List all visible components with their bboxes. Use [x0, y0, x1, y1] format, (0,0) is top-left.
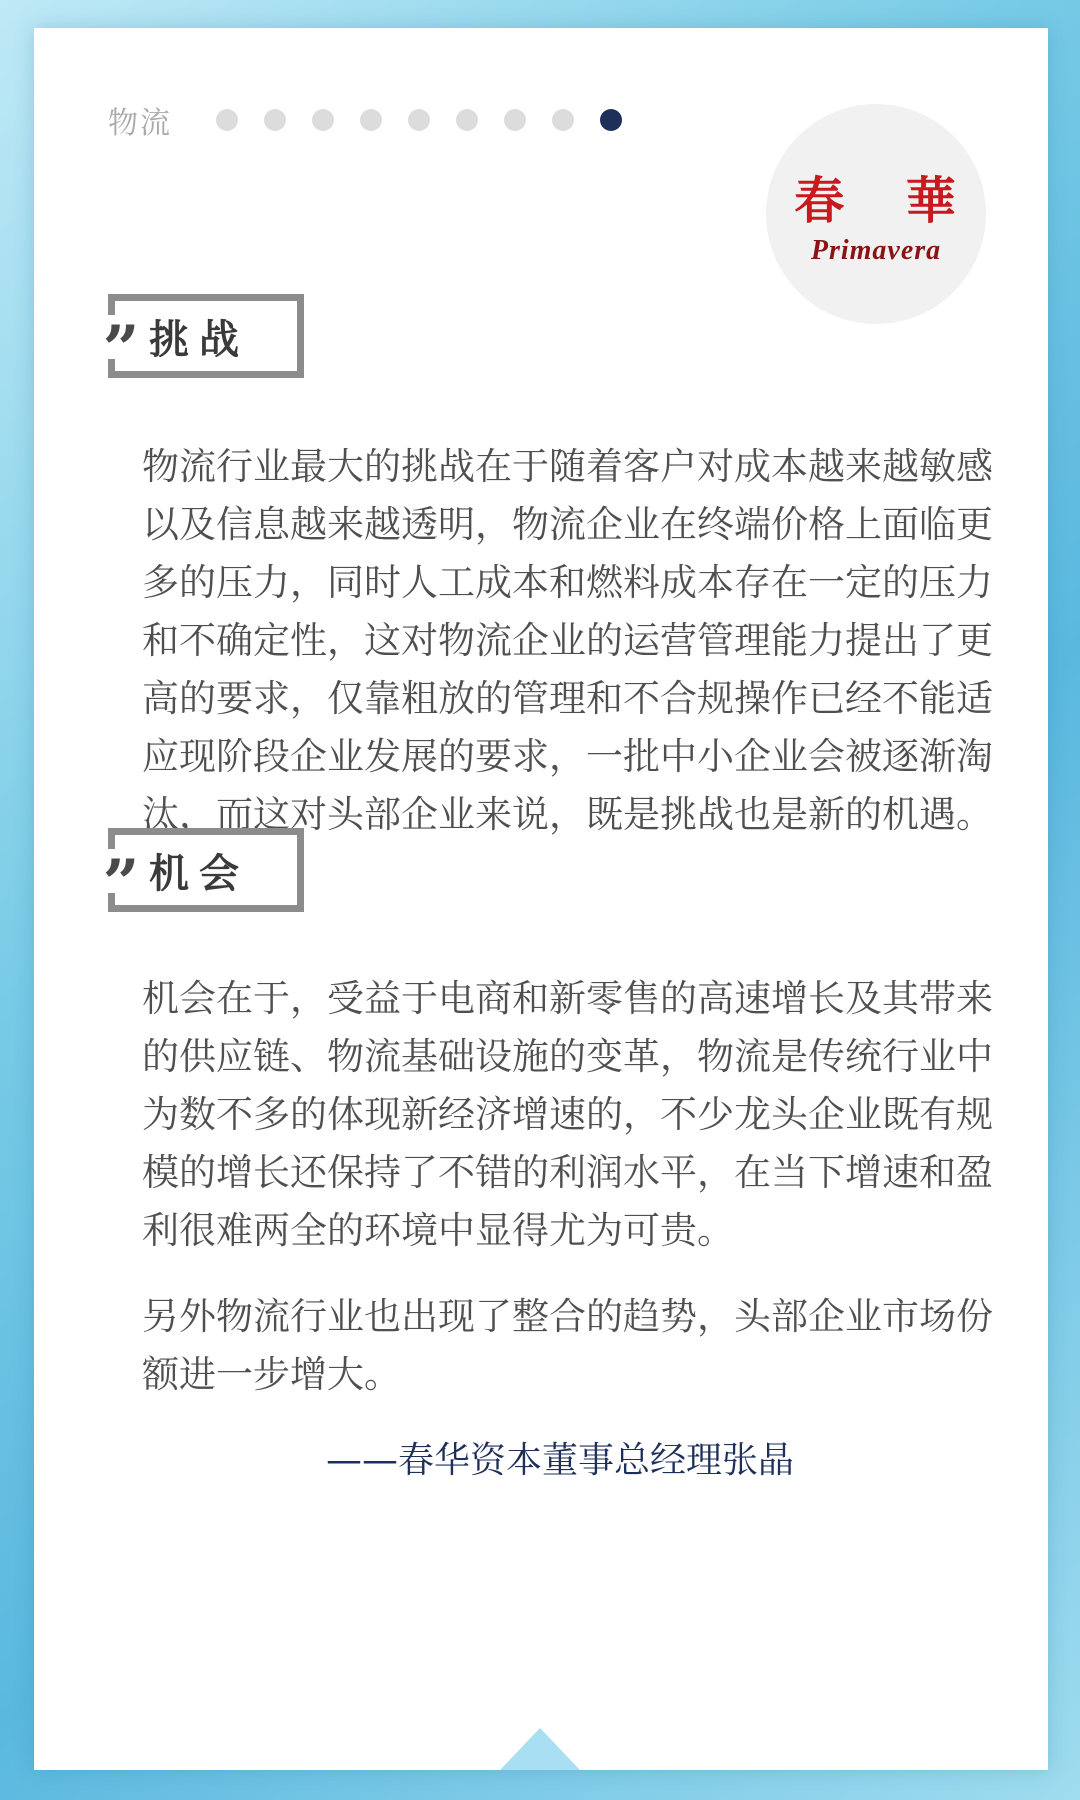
section-title: 机会 [149, 850, 249, 897]
opportunity-paragraph: 机会在于，受益于电商和新零售的高速增长及其带来的供应链、物流基础设施的变革，物流是传统行业中为数不多的体现新经济增速的，不少龙头企业既有规模的增长还保持了不错的利润水平，在当下增速和盈利很难两全的环境中显得尤为可贵。 [142, 977, 993, 1252]
challenge-paragraph: 物流行业最大的挑战在于随着客户对成本越来越敏感以及信息越来越透明，物流企业在终端价格上面临更多的压力，同时人工成本和燃料成本存在一定的压力和不确定性，这对物流企业的运营管理能力提出了更高的要求，仅靠粗放的管理和不合规操作已经不能适应现阶段企业发展的要求，一批中小企业会被逐渐淘汰，而这对头部企业来说，既是挑战也是新的机遇。 [142, 445, 993, 836]
article-card [34, 28, 1048, 1770]
page-dot-5[interactable] [408, 109, 430, 131]
page-indicator [216, 109, 648, 131]
bottom-arrow-tab[interactable] [500, 1728, 580, 1770]
logo-latin-text: Primavera [810, 235, 942, 266]
page-dot-2[interactable] [264, 109, 286, 131]
section-heading-challenge [102, 294, 304, 387]
logo-chinese-text: 春 華 [794, 171, 978, 230]
page-dot-4[interactable] [360, 109, 382, 131]
section-title: 挑战 [149, 316, 249, 363]
page-dot-1[interactable] [216, 109, 238, 131]
category-label: 物流 [108, 106, 172, 141]
quote-mark-icon: ” [99, 849, 143, 893]
quote-mark-icon: ” [99, 315, 143, 359]
opportunity-paragraph-2: 另外物流行业也出现了整合的趋势，头部企业市场份额进一步增大。 [142, 1295, 993, 1396]
page-header [108, 90, 648, 150]
page-dot-7[interactable] [504, 109, 526, 131]
page-dot-3[interactable] [312, 109, 334, 131]
primavera-logo [766, 104, 986, 324]
page-dot-9-active[interactable] [600, 109, 622, 131]
author-signature: ——春华资本董事总经理张晶 [326, 1440, 795, 1481]
page-dot-6[interactable] [456, 109, 478, 131]
section-heading-opportunity [102, 828, 304, 921]
page-dot-8[interactable] [552, 109, 574, 131]
